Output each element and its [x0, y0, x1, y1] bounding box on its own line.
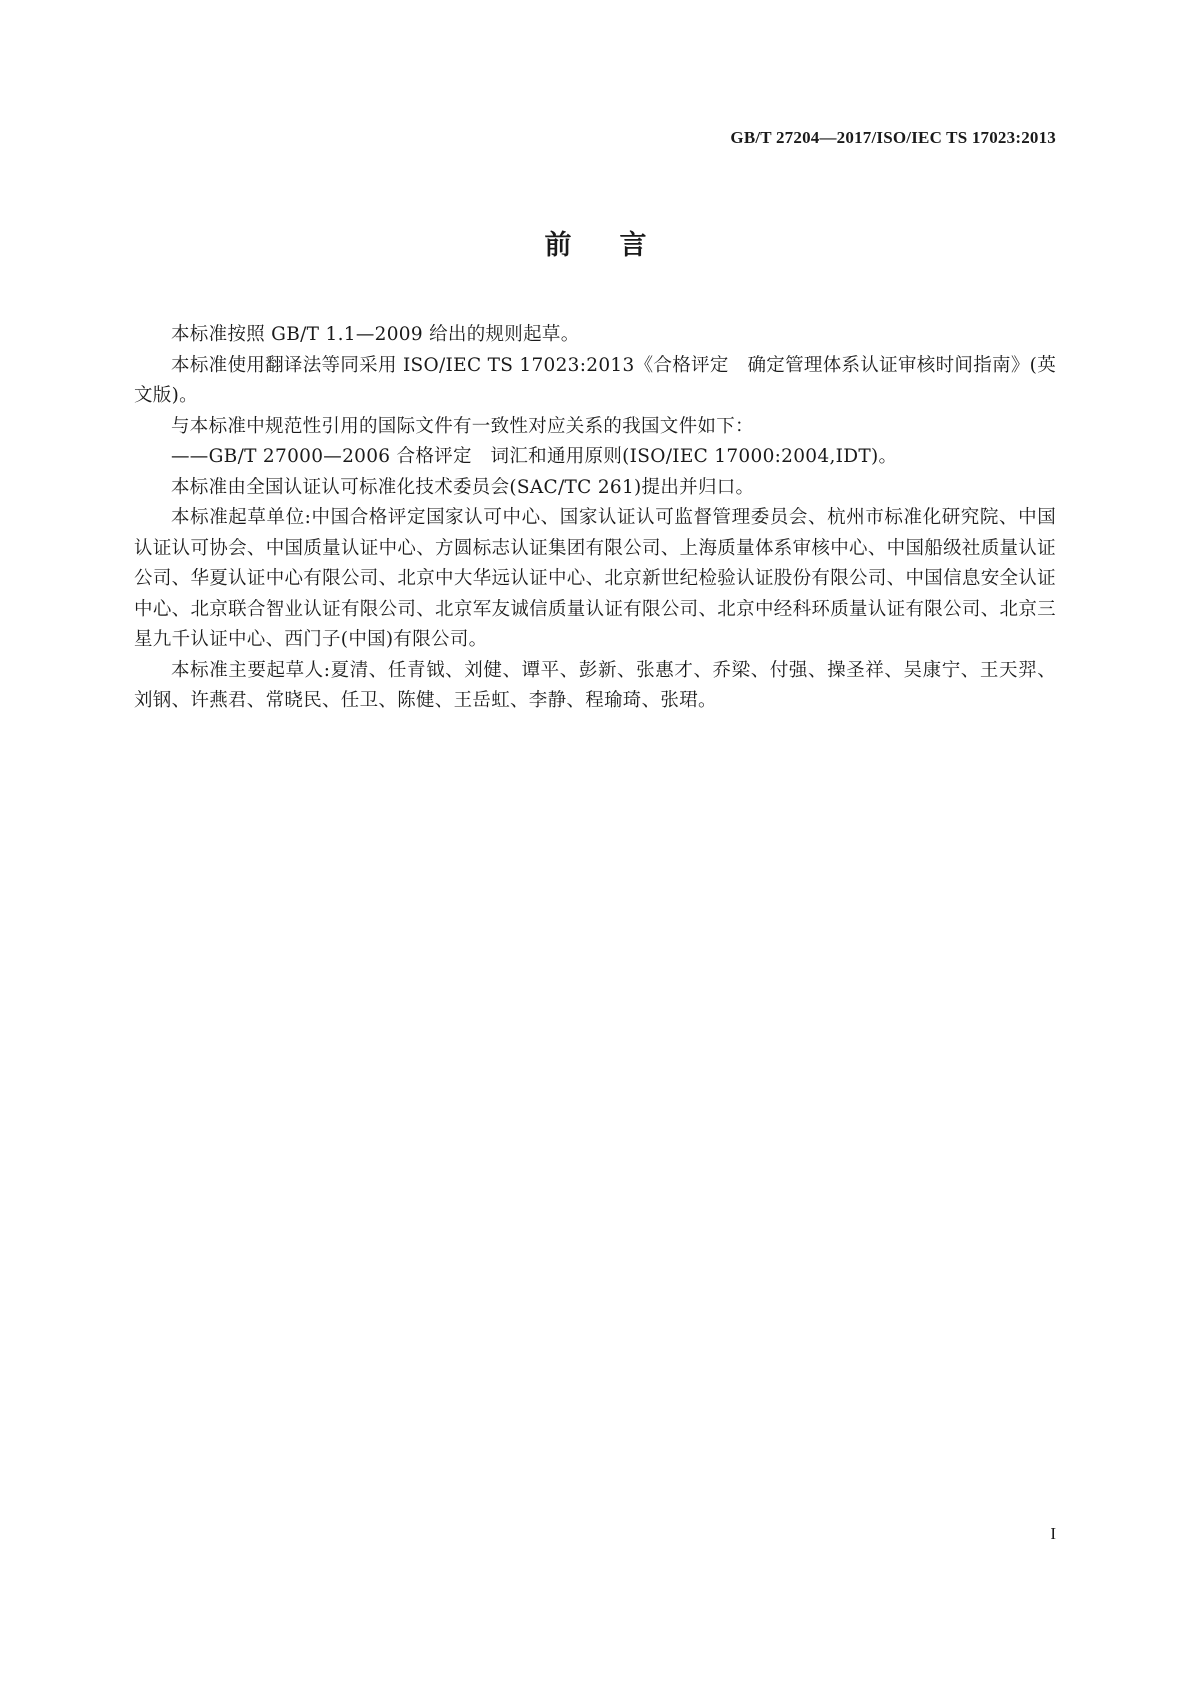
- paragraph-drafting-rules: 本标准按照 GB/T 1.1—2009 给出的规则起草。: [171, 324, 580, 345]
- paragraph-drafters: 本标准主要起草人:夏清、任青钺、刘健、谭平、彭新、张惠才、乔梁、付强、操圣祥、吴康宁、王天羿、刘钢、许燕君、常晓民、任卫、陈健、王岳虹、李静、程瑜琦、张珺。: [134, 659, 1056, 711]
- page-number: I: [1050, 1524, 1056, 1543]
- page-title: 前言: [544, 230, 695, 261]
- foreword-body: [134, 320, 1056, 717]
- paragraph-normative-references-intro: 与本标准中规范性引用的国际文件有一致性对应关系的我国文件如下：: [171, 415, 754, 437]
- standard-number-header: GB/T 27204—2017/ISO/IEC TS 17023:2013: [730, 128, 1056, 147]
- paragraph-proposer: 本标准由全国认证认可标准化技术委员会(SAC/TC 261)提出并归口。: [171, 476, 755, 498]
- paragraph-drafting-organizations: 本标准起草单位:中国合格评定国家认可中心、国家认证认可监督管理委员会、杭州市标准化研究院、中国认证认可协会、中国质量认证中心、方圆标志认证集团有限公司、上海质量体系审核中心、中国船级社质量认证公司、华夏认证中心有限公司、北京中大华远认证中心、北京新世纪检验认证股份有限公司、中国信息安全认证中心、北京联合智业认证有限公司、北京军友诚信质量认证有限公司、北京中经科环质量认证有限公司、北京三星九千认证中心、西门子(中国)有限公司。: [134, 507, 1056, 650]
- paragraph-adoption: 本标准使用翻译法等同采用 ISO/IEC TS 17023:2013《合格评定 确定管理体系认证审核时间指南》(英文版)。: [134, 354, 1056, 406]
- paragraph-reference-item: ——GB/T 27000—2006 合格评定 词汇和通用原则(ISO/IEC 17000:2004,IDT)。: [171, 446, 898, 467]
